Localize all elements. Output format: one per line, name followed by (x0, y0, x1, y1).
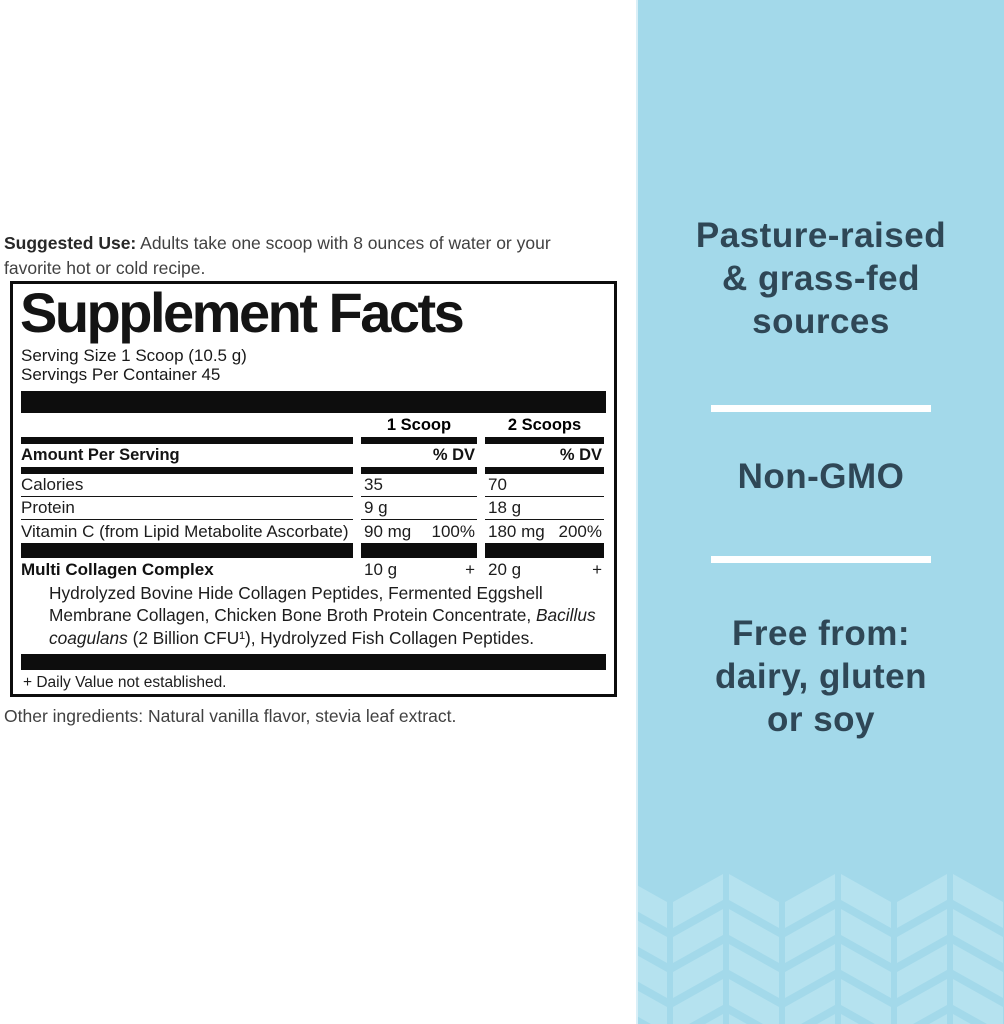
description-text: Hydrolyzed Bovine Hide Collagen Peptides, Fermented Eggshell Membrane Collagen, Chicken Bone Broth Protein Concentrate, (49, 583, 543, 626)
other-ingredients (4, 704, 604, 728)
panel-title: Supplement Facts (20, 281, 463, 344)
thick-divider-bar (21, 391, 606, 413)
claims-sidebar (636, 0, 1004, 1024)
segmented-divider-bar-thick (21, 543, 606, 558)
value: 18 g (488, 498, 522, 517)
bar-segment (21, 437, 353, 444)
bar-segment (21, 467, 353, 474)
dv-value: 100% (431, 521, 475, 541)
value: 10 g (364, 560, 398, 579)
column-1-scoop: 1 Scoop (386, 416, 452, 434)
claim-line: dairy, gluten (715, 657, 927, 696)
value: 20 g (488, 560, 522, 579)
claim-line: Pasture-raised (695, 216, 947, 255)
table-row-calories (21, 474, 606, 497)
percent-dv-label-col1: % DV (432, 446, 475, 464)
scoop2-cell (485, 520, 604, 543)
value: 9 g (364, 498, 388, 517)
divider-line (711, 556, 931, 563)
nutrient-name: Vitamin C (from Lipid Metabolite Ascorbate) (21, 521, 349, 541)
bar-segment (21, 543, 353, 558)
claim-pasture-raised (638, 214, 1004, 343)
value: 35 (364, 475, 383, 494)
other-ingredients-label: Other ingredients: (4, 706, 144, 726)
claim-line: or soy (766, 700, 876, 739)
description-latin-name: Bacillus coagulans (49, 605, 596, 648)
scoop1-cell (361, 474, 477, 497)
claim-line: Non-GMO (737, 457, 905, 496)
claim-non-gmo (638, 455, 1004, 498)
suggested-use-text: Adults take one scoop with 8 ounces of water or your favorite hot or cold recipe. (4, 233, 551, 278)
scoop2-cell (485, 474, 604, 497)
daily-value-footnote: + Daily Value not established. (23, 674, 227, 692)
scoop2-cell (485, 558, 604, 582)
scoop1-cell (361, 558, 477, 582)
bar-segment (485, 543, 604, 558)
other-ingredients-text: Natural vanilla flavor, stevia leaf extract. (143, 706, 457, 726)
nutrient-name: Calories (21, 474, 353, 497)
chevron-pattern (638, 868, 1004, 1024)
nutrient-name: Multi Collagen Complex (21, 560, 214, 579)
value: 180 mg (488, 521, 545, 541)
table-row-vitamin-c (21, 520, 606, 543)
value: 70 (488, 475, 507, 494)
divider-line (711, 405, 931, 412)
bar-segment (361, 543, 477, 558)
claim-line: & grass-fed (721, 259, 921, 298)
bar-segment (485, 467, 604, 474)
suggested-use (4, 231, 596, 281)
value: 90 mg (364, 521, 412, 541)
bar-segment (485, 437, 604, 444)
dv-value: + (592, 560, 602, 579)
complex-ingredients-description (49, 582, 601, 649)
segmented-divider-bar (21, 467, 606, 474)
percent-dv-label-col2: % DV (559, 446, 602, 464)
dv-value: 200% (558, 521, 602, 541)
description-text: (2 Billion CFU¹), Hydrolyzed Fish Collagen Peptides. (127, 627, 535, 648)
column-2-scoops: 2 Scoops (507, 416, 582, 434)
amount-per-serving-row (21, 444, 606, 467)
scoop1-cell (361, 497, 477, 520)
dv-value: + (465, 560, 475, 579)
thick-divider-bar (21, 654, 606, 670)
suggested-use-label: Suggested Use: (4, 233, 137, 253)
bar-segment (361, 437, 477, 444)
table-row-protein (21, 497, 606, 520)
nutrient-name: Protein (21, 497, 353, 520)
bar-segment (361, 467, 477, 474)
claim-free-from (638, 612, 1004, 741)
column-header-row (21, 413, 606, 437)
amount-per-serving-label: Amount Per Serving (21, 446, 180, 464)
scoop2-cell (485, 497, 604, 520)
claim-line: sources (752, 302, 890, 341)
table-row-multi-collagen-complex (21, 558, 606, 582)
supplement-facts-panel (10, 281, 617, 697)
scoop1-cell (361, 520, 477, 543)
serving-size: Serving Size 1 Scoop (10.5 g) (21, 346, 247, 365)
servings-per-container: Servings Per Container 45 (21, 365, 221, 384)
segmented-divider-bar (21, 437, 606, 444)
claim-line: Free from: (731, 614, 911, 653)
